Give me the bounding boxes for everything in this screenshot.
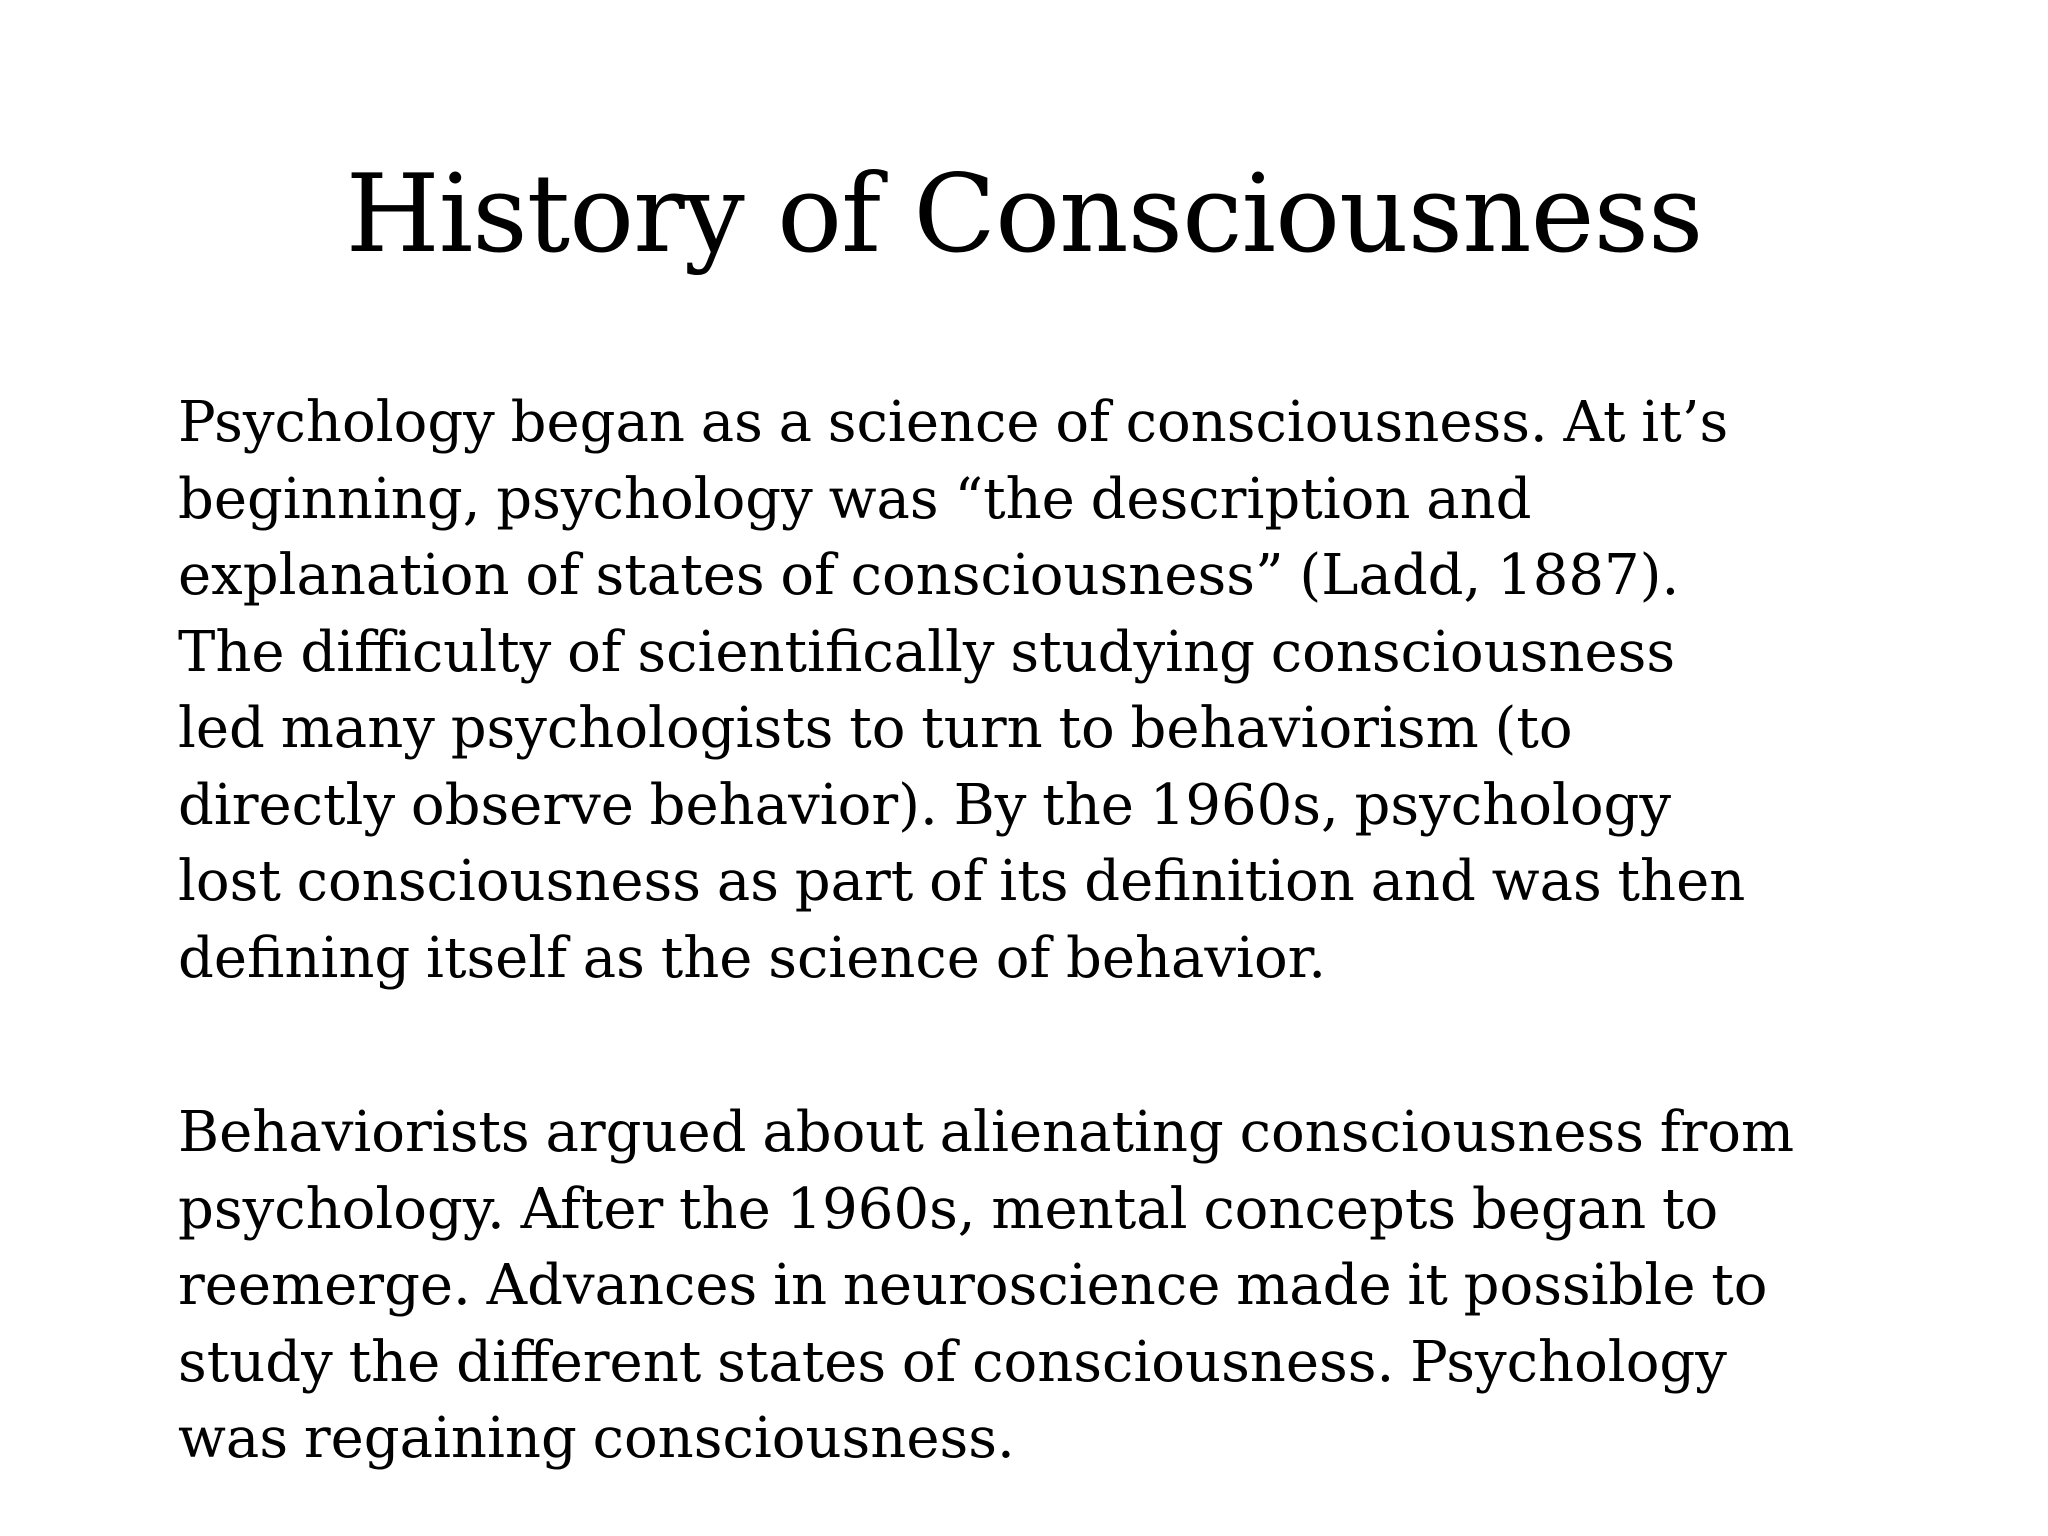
paragraph-line: beginning, psychology was “the description and xyxy=(178,466,1532,532)
paragraph-line: explanation of states of consciousness” (Ladd, 1887). xyxy=(178,543,1680,608)
paragraph-text xyxy=(178,1095,1938,1478)
paragraph-line: study the different states of consciousness. Psychology xyxy=(178,1329,1727,1395)
slide-title: History of Consciousness xyxy=(345,152,1703,277)
paragraph-line: Psychology began as a science of consciousness. At it’s xyxy=(178,390,1729,455)
paragraph-history xyxy=(178,385,1938,997)
paragraph-line: directly observe behavior). By the 1960s, psychology xyxy=(178,772,1672,838)
paragraph-line: led many psychologists to turn to behaviorism (to xyxy=(178,696,1573,761)
paragraph-line: Behaviorists argued about alienating consciousness from xyxy=(178,1100,1795,1165)
paragraph-behaviorists xyxy=(178,1095,1938,1478)
paragraph-line: The difficulty of scientifically studying consciousness xyxy=(178,619,1676,685)
paragraph-line: defining itself as the science of behavior. xyxy=(178,925,1327,991)
paragraph-line: was regaining consciousness. xyxy=(178,1406,1015,1471)
paragraph-line: reemerge. Advances in neuroscience made it possible to xyxy=(178,1253,1768,1318)
paragraph-text xyxy=(178,385,1938,997)
paragraph-line: lost consciousness as part of its definition and was then xyxy=(178,849,1746,914)
paragraph-line: psychology. After the 1960s, mental concepts began to xyxy=(178,1176,1719,1242)
